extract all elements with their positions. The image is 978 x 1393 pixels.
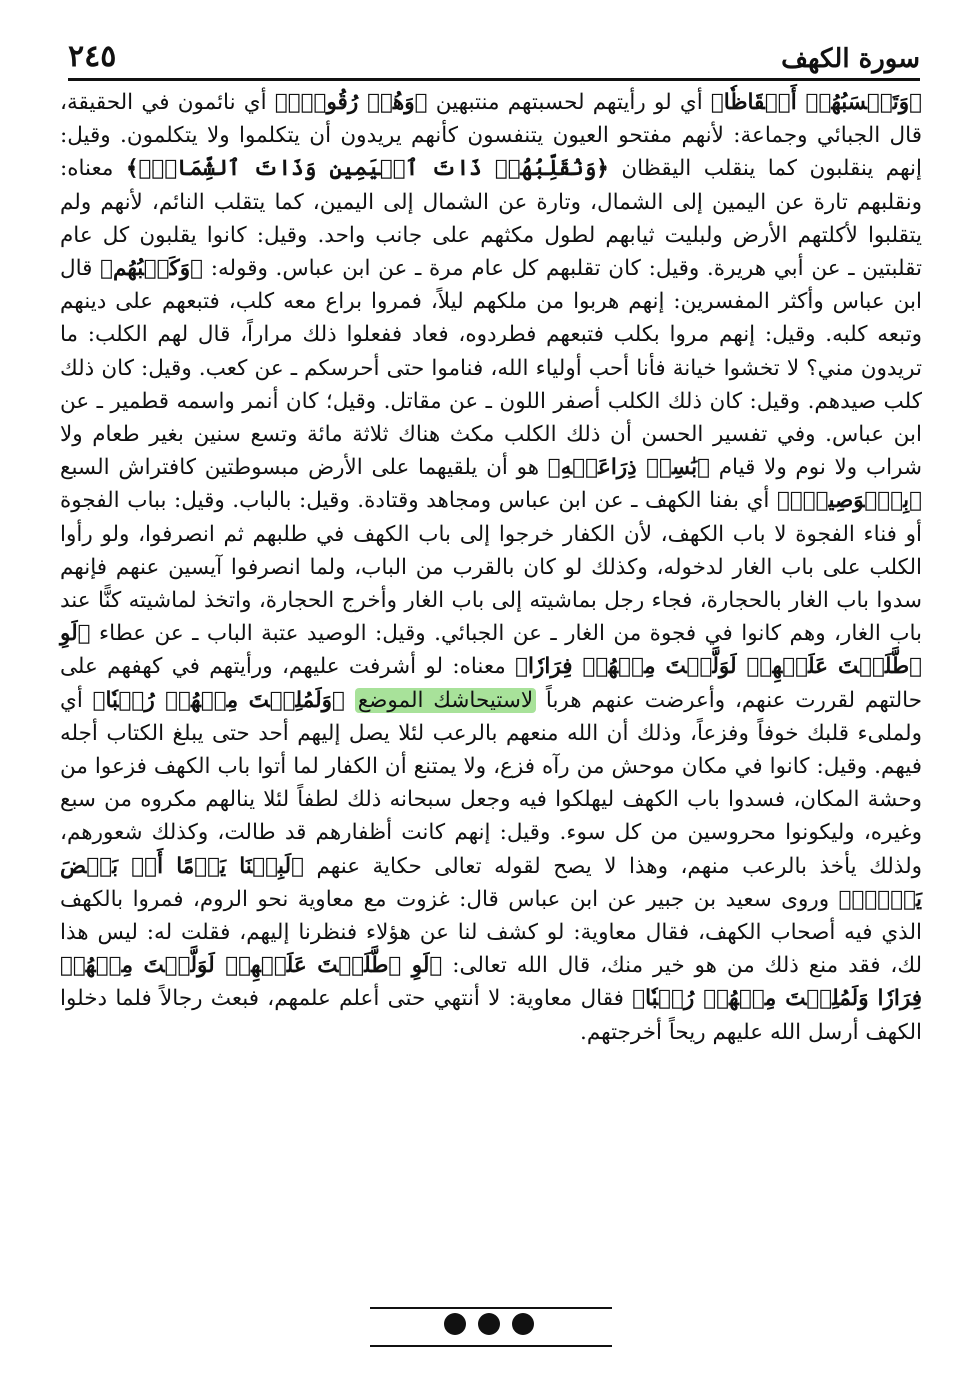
quran-verse: ﴿بَٰسِطٞ ذِرَاعَيۡهِ﴾ xyxy=(547,455,710,481)
quran-verse: ﴿وَنُقَلِّبُهُمۡ ذَاتَ ٱلۡيَمِينِ وَذَاتَ ٱلشِّمَالِۖ﴾ xyxy=(125,156,609,182)
end-divider-bottom xyxy=(370,1345,612,1347)
highlighted-phrase: لاستيحاشك الموضع xyxy=(355,688,536,713)
quran-verse: ﴿وَهُمۡ رُقُودٞۚ﴾ xyxy=(274,90,428,115)
page-number: ٢٤٥ xyxy=(68,39,117,74)
commentary-segment: معناه: لو أشرفت عليهم، ورأيتهم في كهفهم على حالتهم لقررت عنهم، وأعرضت عنهم هرباً xyxy=(60,654,922,713)
quran-verse: ﴿وَلَمُلِئۡتَ مِنۡهُمۡ رُعۡبٗا﴾ xyxy=(92,687,345,713)
commentary-segment: فقال معاوية: لا أنتهي حتى أعلم علمهم، فبعث رجالاً فلما دخلوا الكهف أرسل الله عليهم ريحاً أخرجتهم. xyxy=(60,986,922,1045)
commentary-paragraph xyxy=(60,86,922,1049)
quran-verse: ﴿لَوِ ٱطَّلَعۡتَ عَلَيۡهِمۡ لَوَلَّيۡتَ مِنۡهُمۡ فِرَارٗا﴾ xyxy=(60,621,922,680)
commentary-segment: أي بفنا الكهف ـ عن ابن عباس ومجاهد وقتادة. وقيل: بالباب. وقيل: بباب الفجوة أو فناء الفجوة لا باب الكهف، لأن الكفار خرجوا إلى باب الكهف في طلبهم ثم انصرفوا، ولو رأوا الكلب على باب الغار لدخوله، وكذلك لو كان بالقرب من الباب، ولما انصرفوا آيسين عنهم فإنهم سدوا باب الغار بالحجارة، فجاء رجل بماشيته إلى باب الغار وأخرج الحجارة، واتخذ لماشيته كنًّا عند باب الغار، وهم كانوا في فجوة من الغار ـ عن الجبائي. وقيل: الوصيد عتبة الباب ـ عن عطاء xyxy=(60,488,922,647)
ornament-dot xyxy=(478,1313,500,1335)
end-divider-top xyxy=(370,1307,612,1309)
commentary-text xyxy=(60,86,922,1049)
ornament-dot xyxy=(512,1313,534,1335)
commentary-segment: أي نائمون في الحقيقة، قال الجبائي وجماعة: لأنهم مفتحو العيون يتنفسون كأنهم يريدون أن يتكلموا ولا يتكلمون. وقيل: إنهم ينقلبون كما ينقلب اليقظان xyxy=(60,90,922,182)
quran-verse: ﴿لَبِثۡنَا يَوۡمًا أَوۡ بَعۡضَ يَوۡمٖۚ﴾ xyxy=(60,853,922,912)
ornament-dot xyxy=(444,1313,466,1335)
commentary-segment: قال ابن عباس وأكثر المفسرين: إنهم هربوا من ملكهم ليلاً، فمروا براع معه كلب، فتبعهم على دينهم وتبعه كلبه. وقيل: إنهم مروا بكلب فتبعهم فطردوه، فعاد ففعلوا ذلك مراراً، قال لهم الكلب: ما تريدون مني؟ لا تخشوا خيانة فأنا أحب أولياء الله، فناموا حتى أحرسكم ـ عن كعب. وقيل: كان ذلك كلب صيدهم. وقيل: كان ذلك الكلب أصفر اللون ـ عن مقاتل. وقيل؛ كان أنمر واسمه قطمير ـ عن ابن عباس. وفي تفسير الحسن أن ذلك الكلب مكث هناك ثلاثة مائة وتسع سنين بغير طعام ولا شراب ولا نوم ولا قيام xyxy=(60,256,922,481)
quran-verse: ﴿بِٱلۡوَصِيدِۚ﴾ xyxy=(776,488,922,514)
commentary-segment: هو أن يلقيهما على الأرض مبسوطتين كافتراش السبع xyxy=(60,455,548,481)
surah-title: سورة الكهف xyxy=(781,44,920,74)
end-ornament xyxy=(0,1313,978,1335)
commentary-segment: معناه: ونقلبهم تارة عن اليمين إلى الشمال، وتارة عن الشمال إلى اليمين، كما يتقلب النائم، لأنهم ولم يتقلبوا لأكلتهم الأرض ولبليت ثيابهم لطول مكثهم على جانب واحد. وقيل: كانوا يقلبون كل عام تقلبتين ـ عن أبي هريرة. وقيل: كان تقلبهم كل عام مرة ـ عن ابن عباس. وقوله: xyxy=(60,156,922,282)
quran-verse: ﴿لَوِ ٱطَّلَعۡتَ عَلَيۡهِمۡ لَوَلَّيۡتَ مِنۡهُمۡ فِرَارٗا وَلَمُلِئۡتَ مِنۡهُمۡ رُعۡبٗا﴾ xyxy=(60,953,923,1012)
commentary-segment xyxy=(345,688,355,713)
quran-verse: ﴿وَتَحۡسَبُهُمۡ أَيۡقَاظٗا﴾ xyxy=(710,90,923,115)
header-divider xyxy=(68,78,920,81)
commentary-segment: أي ولملىء قلبك خوفاً وفزعاً، وذلك أن الله منعهم بالرعب لئلا يصل إليهم أحد حتى يبلغ الكتاب أجله فيهم. وقيل: كانوا في مكان موحش من رآه فزع، ولا يمتنع أن الكفار لما أتوا باب الكهف فزعوا من وحشة المكان، فسدوا باب الكهف ليهلكوا فيه وجعل سبحانه ذلك لطفاً لئلا ينالهم مكروه من سبع وغيره، وليكونوا محروسين من كل سوء. وقيل: إنهم كانت أظفارهم قد طالت، وكذلك شعورهم، ولذلك يأخذ بالرعب منهم، وهذا لا يصح لقوله تعالى حكاية عنهم xyxy=(60,687,923,879)
commentary-segment: وروى سعيد بن جبير عن ابن عباس قال: غزوت مع معاوية نحو الروم، فمروا بالكهف الذي فيه أصحاب الكهف، فقال معاوية: لو كشف لنا عن هؤلاء فنظرنا إليهم، فقلت له: ليس هذا لك، فقد منع ذلك من هو خير منك، قال الله تعالى: xyxy=(60,886,922,979)
quran-verse: ﴿وَكَلۡبُهُم﴾ xyxy=(100,256,204,282)
page-header xyxy=(68,30,920,74)
commentary-segment: أي لو رأيتهم لحسبتهم منتبهين xyxy=(427,90,711,115)
